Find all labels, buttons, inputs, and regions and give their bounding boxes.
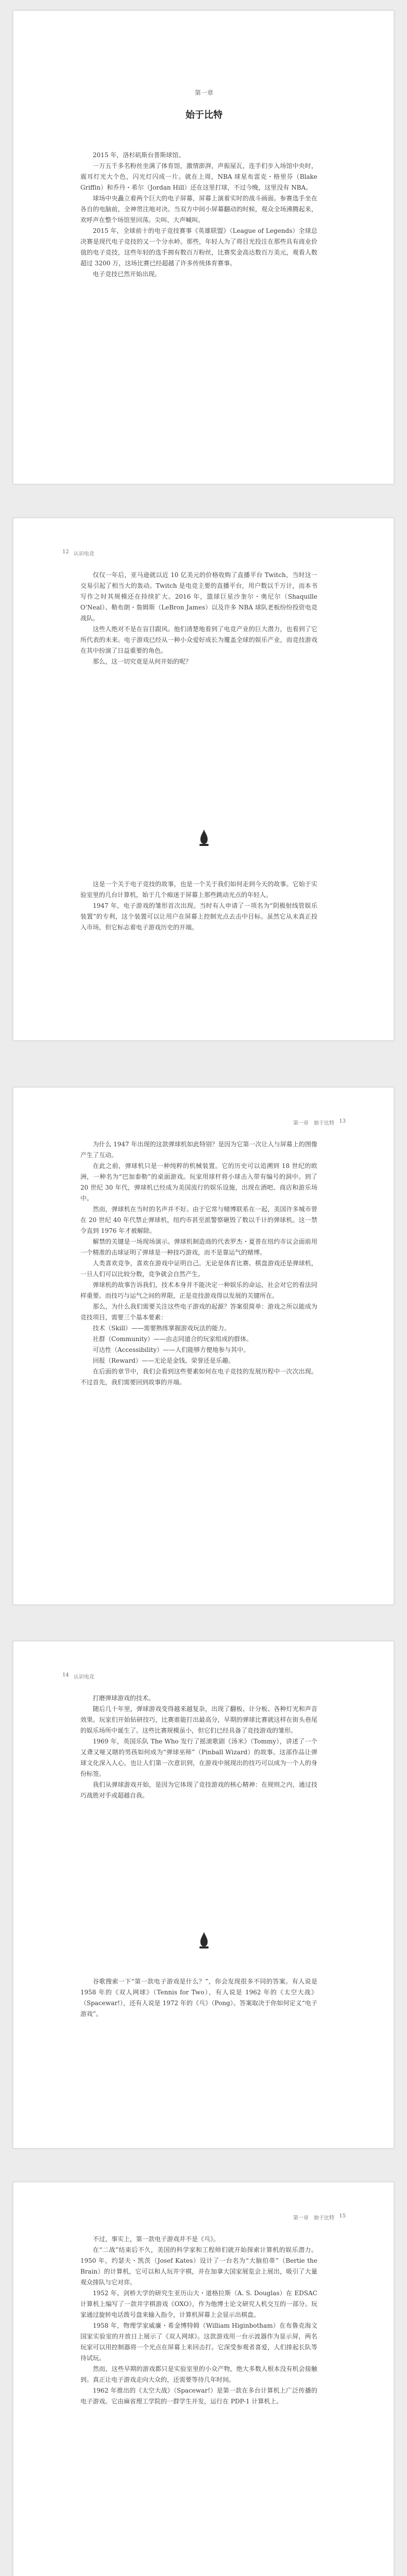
paragraph: 谷歌搜索一下“第一款电子游戏是什么？”，你会发现很多不同的答案。有人说是 1958 年的《双人网球》（Tennis for Two），有人说是 1962 年的《太空大战》（Spacewar!），还有人说是 1972 年的《乓》（Pong）。答案取决于你如何定义“电子游戏”。 (80, 1978, 317, 2018)
paragraph: 弹球机的故事告诉我们，技术本身并不能决定一种娱乐的命运，社会对它的看法同样重要。而技巧与运气之间的界限，正是竞技游戏得以发展的关键所在。 (80, 1281, 317, 1299)
paragraph: 回报（Reward）——无论是金钱、荣誉还是乐趣。 (93, 1357, 234, 1364)
page-number: 15 (339, 2213, 346, 2219)
paragraph: 那么，这一切究竟是从何开始的呢？ (93, 658, 192, 665)
paragraph: 我们从弹球游戏开始，是因为它体现了竞技游戏的核心精神：在规则之内，通过技巧战胜对手或超越自我。 (80, 1781, 317, 1799)
running-header: 认识电竞 (74, 551, 94, 557)
page-number: 13 (339, 1118, 346, 1124)
paragraph: 不过，事实上，第一款电子游戏并不是《乓》。 (93, 2235, 220, 2243)
chapter-title: 始于比特 (185, 110, 223, 121)
paragraph: 这些人绝对不是在盲目跟风。他们清楚地看到了电竞产业的巨大潜力，也看到了它所代表的未来。电子游戏已经从一种小众爱好成长为覆盖全球的娱乐产业，而竞技游戏在其中扮演了日益重要的角色。 (80, 625, 317, 654)
book-page-3 (13, 1087, 394, 1605)
section-ornament-icon (196, 827, 212, 848)
paragraph: 这是一个关于电子竞技的故事，也是一个关于我们如何走到今天的故事。它始于实验室里的几台计算机，始于几个痴迷于屏幕上那些跳动光点的年轻人。 (80, 880, 317, 899)
paragraph: 1952 年，剑桥大学的研究生亚历山大・道格拉斯（A. S. Douglas）在 EDSAC 计算机上编写了一款井字棋游戏《OXO》，作为他博士论文研究人机交互的一部分。玩家通过旋转电话拨号盘来输入指令，计算机屏幕上会显示出棋盘。 (80, 2290, 317, 2318)
paragraph: 在后面的章节中，我们会看到这些要素如何在电子竞技的发展历程中一次次出现。不过首先，我们需要回到故事的开端。 (80, 1368, 317, 1386)
paragraph: 那么，为什么我们需要关注这些电子游戏的起源？答案很简单：游戏之所以能成为竞技项目，需要三个基本要素： (80, 1303, 317, 1321)
paragraph: 1962 年推出的《太空大战》（Spacewar!）是第一款在多台计算机上广泛传播的电子游戏。它由麻省理工学院的一群学生开发，运行在 PDP-1 计算机上。 (80, 2387, 317, 2405)
page-number: 12 (62, 549, 69, 555)
paragraph: 解禁的关键是一场现场演示。弹球机制造商的代表罗杰・夏普在纽约市议会面前用一个精准的击球证明了弹球是一种技巧游戏，而不是靠运气的赌博。 (80, 1238, 317, 1256)
book-page-4 (13, 1641, 394, 2148)
paragraph: 在“二战”结束后不久，美国的科学家和工程师们就开始探索计算机的娱乐潜力。1950 年，约瑟夫・凯茨（Josef Kates）设计了一台名为“大脑伯蒂”（Bertie the Brain）的计算机，它可以和人玩井字棋，并在加拿大国家展览会上展出，吸引了大量观众排队与它对弈。 (80, 2246, 317, 2286)
paragraph: 人类喜欢竞争，喜欢在游戏中证明自己。无论是体育比赛、棋盘游戏还是弹球机，一旦人们可以比较分数，竞争就会自然产生。 (80, 1260, 317, 1278)
paragraph: 然而，弹球机在当时的名声并不好。由于它常与赌博联系在一起，美国许多城市曾在 20 世纪 40 年代禁止弹球机，纽约市甚至派警察砸毁了数以千计的弹球机。这一禁令直到 1976 年才被解除。 (80, 1206, 317, 1234)
paragraph: 球场中央矗立着两个巨大的电子屏幕，屏幕上演着实时的战斗画面。参赛选手坐在各自的电脑前，全神贯注地对决。当双方中间小屏幕翻动的时候，观众全场沸腾起来，欢呼声在整个场馆里回荡。尖叫、大声喊叫。 (80, 195, 317, 224)
paragraph: 随后几十年里，弹球游戏变得越来越复杂，出现了翻板、计分板、各种灯光和声音效果。玩家们开始钻研技巧，比赛谁能打出最高分，早期的弹球比赛就这样在街头巷尾的娱乐场所中诞生了。这些比赛规模虽小，但它们已经具备了竞技游戏的雏形。 (80, 1705, 317, 1734)
page-header (62, 2213, 346, 2225)
paragraph: 一万五千多名粉丝坐满了体育馆，激情澎湃，声振屋瓦，连手们步入场馆中央时，震耳灯光大个色，闪光灯闪成一片。就在上周，NBA 球星布雷克・格里芬（Blake Griffin）和乔丹・希尔（Jordan Hill）还在这里打球，不过今晚，这里没有 NBA。 (80, 162, 317, 191)
paragraph: 1947 年，电子游戏的雏形首次出现。当时有人申请了一项名为“阴极射线管娱乐装置”的专利，这个装置可以让用户在屏幕上控制光点去击中目标。虽然它从未真正投入市场，但它标志着电子游戏历史的开端。 (80, 902, 317, 931)
page-header (62, 549, 346, 561)
paragraph: 然而，这些早期的游戏都只是实验室里的小众产物，绝大多数人根本没有机会接触到。真正让电子游戏走向大众的，还需要等待几年时间。 (80, 2365, 317, 2383)
page-header (62, 1118, 346, 1130)
book-page-1 (13, 10, 394, 484)
paragraph: 2015 年，全球前十的电子竞技赛事《英雄联盟》（League of Legends）全球总决赛是现代电子竞技的又一个分水岭。那些，年轻人为了将目光投注在那些具有商业价值的电子竞技，这些年轻的选手拥有数百万粉丝，比赛奖金高达数百万美元，观看人数超过 3200 万，这场比赛已经超越了许多传统体育赛事。 (80, 227, 317, 267)
book-page-5 (13, 2182, 394, 2576)
running-header: 第一章 始于比特 (293, 1121, 334, 1126)
section-ornament-icon (196, 1930, 212, 1951)
paragraph: 社群（Community）——由志同道合的玩家组成的群体。 (93, 1335, 253, 1343)
paragraph: 电子竞技已然开始出现。 (93, 270, 161, 278)
paragraph: 技术（Skill）——需要熟练掌握游戏玩法的能力。 (93, 1325, 231, 1332)
running-header: 认识电竞 (74, 1674, 94, 1680)
chapter-label: 第一章 (194, 89, 213, 96)
running-header: 第一章 始于比特 (293, 2215, 334, 2221)
paragraph: 2015 年，洛杉矶斯台普斯球馆。 (93, 151, 185, 159)
page-header (62, 1672, 346, 1684)
paragraph: 可达性（Accessibility）——人们能够方便地参与其中。 (93, 1346, 250, 1353)
paragraph: 在此之前，弹球机只是一种纯粹的机械装置。它的历史可以追溯到 18 世纪的欧洲，一种名为“巴加泰勒”的桌面游戏。玩家用球杆将小球击入带有编号的洞中。到了 20 世纪 30 年代，弹球机已经成为美国流行的娱乐设施，出现在酒吧、商店和游乐场中。 (80, 1162, 317, 1202)
book-page-2 (13, 518, 394, 1041)
paragraph: 打磨弹球游戏的技术。 (93, 1694, 155, 1702)
page-number: 14 (62, 1672, 69, 1678)
paragraph: 仅仅一年后，亚马逊就以近 10 亿美元的价格收购了直播平台 Twitch，当时这一交易引起了相当大的轰动。Twitch 是电竞主要的直播平台，用户数以千万计，而本书写作之时其规模还在持续扩大。2016 年，篮球巨星沙奎尔・奥尼尔（Shaquille O'Neal）、勒布朗・詹姆斯（LeBron James）以及许多 NBA 球队老板纷纷投资电竞战队。 (80, 571, 317, 622)
paragraph: 为什么 1947 年出现的这款弹球机如此特别？是因为它第一次让人与屏幕上的图像产生了互动。 (80, 1141, 317, 1159)
paragraph: 1958 年，物理学家威廉・希金博特姆（William Higinbotham）在布鲁克海文国家实验室的开放日上展示了《双人网球》。这款游戏用一台示波器作为显示屏，两名玩家可以用控制器将一个光点在屏幕上来回击打。它深受参观者喜爱，人们排起长队等待试玩。 (80, 2322, 317, 2362)
paragraph: 1969 年，英国乐队 The Who 发行了摇滚歌剧《汤米》（Tommy），讲述了一个又聋又哑又瞎的男孩如何成为“弹球巫师”（Pinball Wizard）的故事。这部作品让弹球文化深入人心，也让人们第一次意识到，在游戏中展现出的技巧可以成为一个人的身份标签。 (80, 1738, 317, 1777)
